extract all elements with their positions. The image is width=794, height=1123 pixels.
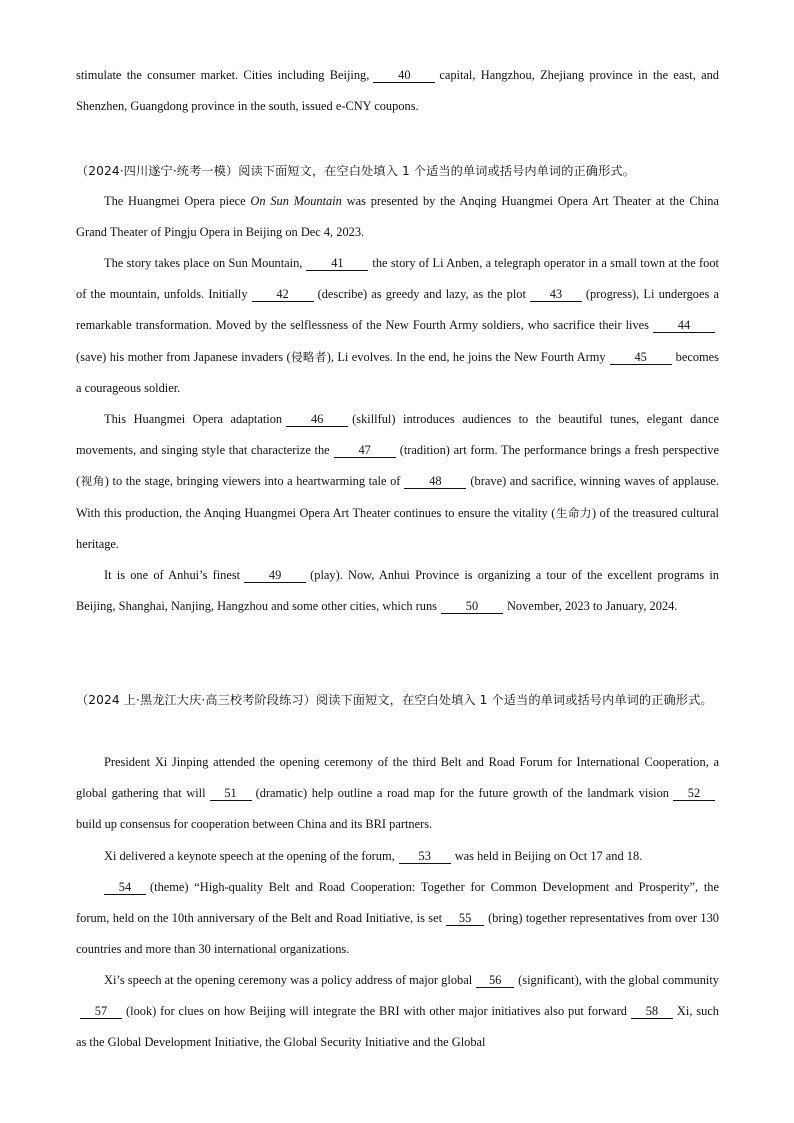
text: the story of Li Anben, a telegraph operator in a small town at the foot of the mountain, unfolds. Initially	[76, 256, 719, 302]
text: (theme) “High-quality Belt and Road Cooperation: Together for Common Development and Prosperity”, the forum, held on the 10th anniversary of the Belt and Road Initiative, is set	[76, 880, 719, 926]
text: (play). Now, Anhui Province is organizing a tour of the excellent programs in Beijing, Shanghai, Nanjing, Hangzhou and some other cities, which runs	[76, 568, 719, 614]
text: It is one of Anhui’s finest	[104, 568, 241, 582]
paragraph-2	[76, 248, 719, 404]
text: (brave) and sacrifice, winning waves of applause. With this production, the Anqing Huangmei Opera Art Theater continues to ensure the vitality (	[76, 474, 719, 520]
paragraph-1	[76, 186, 719, 248]
text: stimulate the consumer market. Cities including Beijing,	[76, 68, 370, 82]
chinese-gloss: 视角	[80, 474, 105, 489]
text: (dramatic) help outline a road map for the future growth of the landmark vision	[255, 786, 669, 801]
blank-50[interactable]: 50	[441, 599, 503, 614]
text: Xi delivered a keynote speech at the opening of the forum,	[104, 849, 395, 863]
paragraph-8	[76, 965, 719, 1059]
text: The Huangmei Opera piece	[104, 194, 246, 208]
text: capital, Hangzhou, Zhejiang province in the east, and Shenzhen, Guangdong province in the south, issued e-CNY coupons.	[76, 68, 719, 114]
blank-58[interactable]: 58	[631, 1004, 673, 1019]
blank-53[interactable]: 53	[399, 849, 451, 864]
blank-41[interactable]: 41	[306, 256, 368, 271]
text: President Xi Jinping attended the opening ceremony of the third Belt and Road Forum for International Cooperation, a global gathering that will	[76, 755, 719, 801]
blank-49[interactable]: 49	[244, 568, 306, 583]
paragraph-3	[76, 404, 719, 560]
opera-title: On Sun Mountain	[250, 194, 342, 208]
text: Xi, such as the Global Development Initiative, the Global Security Initiative and the Global	[76, 1004, 719, 1050]
text: ) to the stage, bringing viewers into a heartwarming tale of	[104, 474, 401, 489]
blank-45[interactable]: 45	[610, 350, 672, 365]
blank-57[interactable]: 57	[80, 1004, 122, 1019]
paragraph-continued	[76, 60, 719, 122]
blank-46[interactable]: 46	[286, 412, 348, 427]
blank-40[interactable]: 40	[373, 68, 435, 83]
blank-47[interactable]: 47	[334, 443, 396, 458]
text: (look) for clues on how Beijing will integrate the BRI with other major initiatives also put forward	[126, 1004, 627, 1019]
paragraph-6	[76, 841, 719, 872]
text: Xi’s speech at the opening ceremony was a policy address of major global	[104, 973, 473, 987]
chinese-gloss: 生命力	[555, 505, 592, 520]
text: (significant), with the global community	[518, 973, 720, 987]
blank-42[interactable]: 42	[252, 287, 314, 302]
text: (tradition) art form. The performance brings a fresh perspective (	[76, 443, 719, 489]
section-heading-1: （2024·四川遂宁·统考一模）阅读下面短文，在空白处填入 1 个适当的单词或括号内单词的正确形式。	[76, 164, 635, 178]
blank-56[interactable]: 56	[476, 973, 514, 988]
blank-43[interactable]: 43	[530, 287, 582, 302]
text: (save) his mother from Japanese invaders (	[76, 349, 291, 364]
text: (skillful) introduces audiences to the beautiful tunes, elegant dance movements, and singing style that characterize the	[76, 412, 719, 458]
text: (describe) as greedy and lazy, as the plot	[317, 287, 526, 302]
text: ) of the treasured cultural heritage.	[76, 505, 719, 551]
text: was held in Beijing on Oct 17 and 18.	[454, 849, 643, 863]
text: (progress), Li undergoes a remarkable transformation. Moved by the selflessness of the New Fourth Army soldiers, who sacrifice their lives	[76, 287, 719, 333]
section-heading-2: （2024 上·黑龙江大庆·高三校考阶段练习）阅读下面短文，在空白处填入 1 个适当的单词或括号内单词的正确形式。	[76, 693, 713, 707]
blank-52[interactable]: 52	[673, 786, 715, 801]
paragraph-7	[76, 872, 719, 966]
text: was presented by the Anqing Huangmei Opera Art Theater at the China Grand Theater of Pingju Opera in Beijing on Dec 4, 2023.	[76, 194, 719, 240]
text: November, 2023 to January, 2024.	[506, 599, 678, 614]
paragraph-4	[76, 560, 719, 622]
blank-54[interactable]: 54	[104, 880, 146, 895]
text: The story takes place on Sun Mountain,	[104, 256, 303, 270]
text: build up consensus for cooperation between China and its BRI partners.	[76, 817, 433, 832]
blank-51[interactable]: 51	[210, 786, 252, 801]
text: (bring) together representatives from over 130 countries and more than 30 international organizations.	[76, 911, 719, 957]
text: becomes a courageous soldier.	[76, 349, 719, 395]
blank-55[interactable]: 55	[446, 911, 484, 926]
paragraph-5	[76, 747, 719, 841]
blank-44[interactable]: 44	[653, 318, 715, 333]
blank-48[interactable]: 48	[404, 474, 466, 489]
text: ), Li evolves. In the end, he joins the New Fourth Army	[326, 349, 606, 364]
chinese-gloss: 侵略者	[290, 349, 327, 364]
text: This Huangmei Opera adaptation	[104, 412, 283, 426]
